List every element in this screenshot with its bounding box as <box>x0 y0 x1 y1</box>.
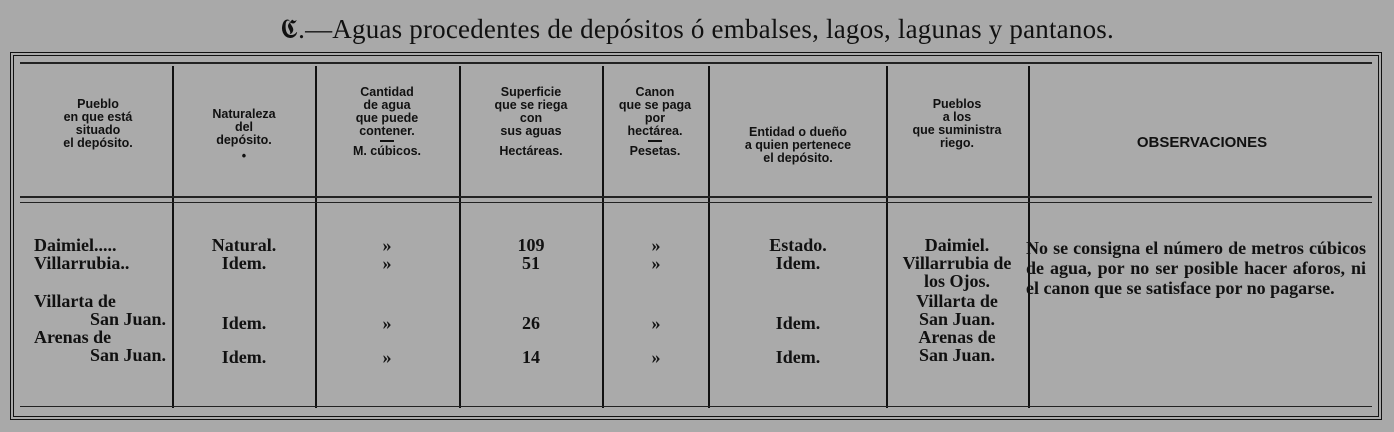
column-separator <box>172 66 174 408</box>
header-observaciones: OBSERVACIONES <box>1136 134 1268 151</box>
cell-pueblo: Villarta de <box>34 291 116 311</box>
cell-pueblo: San Juan. <box>89 345 166 365</box>
cell-superficie: 51 <box>522 253 540 273</box>
cell-pueblos-riego: Arenas de <box>918 327 996 347</box>
bottom-rule <box>20 406 1372 407</box>
cell-canon: » <box>651 235 661 255</box>
cell-superficie: 109 <box>517 235 545 255</box>
table-title: 𝕮.—Aguas procedentes de depósitos ó embalses, lagos, lagunas y pantanos. <box>280 14 1114 44</box>
header-naturaleza: Naturaleza del depósito. • <box>212 107 276 163</box>
cell-cantidad: » <box>382 253 392 273</box>
cell-entidad: Idem. <box>775 313 821 333</box>
header-pueblos-riego: Pueblos a los que suministra riego. <box>912 97 1002 150</box>
cell-superficie: 14 <box>522 347 540 367</box>
observaciones-text: No se consigna el número de metros cúbicos de agua, por no ser posible hacer aforos, ni el canon que se satisface por no pagarse. <box>1026 238 1366 298</box>
cell-canon: » <box>651 313 661 333</box>
cell-pueblo: Villarrubia.. <box>34 253 130 273</box>
cell-entidad: Idem. <box>775 253 821 273</box>
header-superficie: Superficie que se riega con sus aguas Hectáreas. <box>494 85 568 158</box>
cell-pueblos-riego: San Juan. <box>918 309 996 329</box>
cell-pueblos-riego: Villarta de <box>916 291 998 311</box>
header-pueblo: Pueblo en que está situado el depósito. <box>63 97 133 150</box>
cell-pueblo: Daimiel..... <box>34 235 117 255</box>
cell-naturaleza: Natural. <box>211 235 277 255</box>
cell-cantidad: » <box>382 313 392 333</box>
header-rule-2 <box>20 202 1372 203</box>
cell-pueblos-riego: Villarrubia de <box>902 253 1012 273</box>
cell-pueblos-riego: Daimiel. <box>924 235 990 255</box>
header-rule <box>20 196 1372 198</box>
cell-naturaleza: Idem. <box>221 347 267 367</box>
cell-naturaleza: Idem. <box>221 253 267 273</box>
column-separator <box>708 66 710 408</box>
cell-naturaleza: Idem. <box>221 313 267 333</box>
cell-entidad: Estado. <box>769 235 827 255</box>
cell-canon: » <box>651 253 661 273</box>
cell-cantidad: » <box>382 235 392 255</box>
top-rule <box>20 62 1372 64</box>
cell-pueblos-riego: San Juan. <box>918 345 996 365</box>
cell-pueblo: San Juan. <box>89 309 166 329</box>
cell-pueblo: Arenas de <box>34 327 112 347</box>
header-cantidad: Cantidad de agua que puede contener. M. cúbicos. <box>352 85 422 158</box>
cell-cantidad: » <box>382 347 392 367</box>
header-canon: Canon que se paga por hectárea. Pesetas. <box>618 85 692 158</box>
column-separator <box>1028 66 1030 408</box>
header-entidad: Entidad o dueño a quien pertenece el depósito. <box>744 125 852 165</box>
column-separator <box>315 66 317 408</box>
column-separator <box>459 66 461 408</box>
cell-pueblos-riego: los Ojos. <box>923 271 990 291</box>
cell-entidad: Idem. <box>775 347 821 367</box>
cell-canon: » <box>651 347 661 367</box>
cell-superficie: 26 <box>522 313 540 333</box>
irrigation-table <box>10 52 1382 420</box>
